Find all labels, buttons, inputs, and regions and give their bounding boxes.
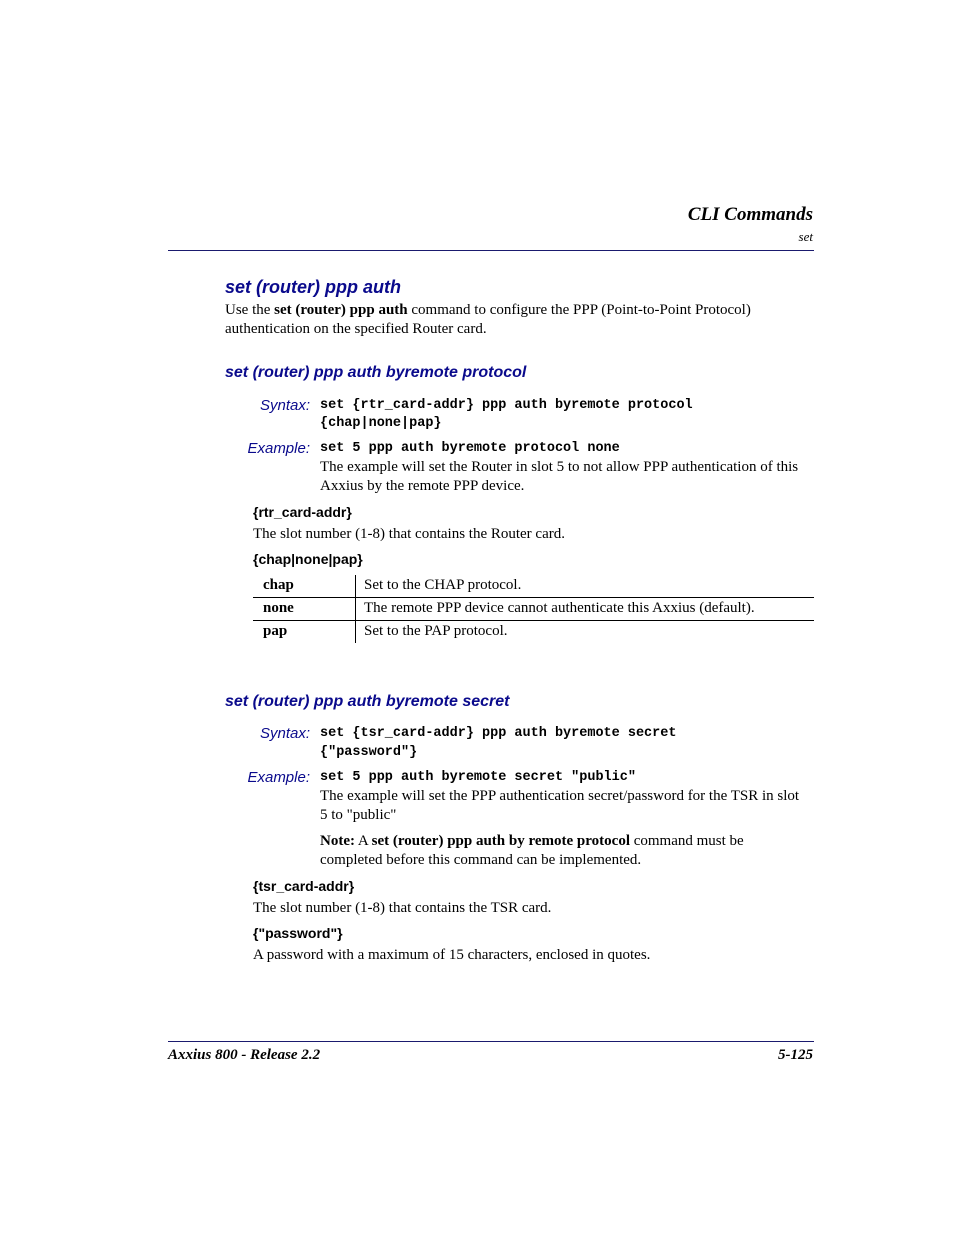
secret-note	[320, 832, 744, 870]
table-row	[253, 575, 814, 598]
protocol-example-label: Example:	[247, 440, 310, 457]
intro-command: set (router) ppp auth	[274, 302, 408, 318]
param-rtr-card-addr-description: The slot number (1-8) that contains the Router card.	[253, 526, 565, 542]
param-password-description: A password with a maximum of 15 characters, enclosed in quotes.	[253, 947, 651, 963]
option-description: Set to the PAP protocol.	[356, 621, 815, 644]
protocol-syntax-line1: set {rtr_card-addr} ppp auth byremote protocol	[320, 398, 693, 413]
protocol-syntax-label: Syntax:	[259, 397, 310, 414]
option-description: The remote PPP device cannot authenticate this Axxius (default).	[356, 598, 815, 621]
secret-example-command: set 5 ppp auth byremote secret "public"	[320, 770, 636, 785]
table-row	[253, 598, 814, 621]
footer-product: Axxius 800 - Release 2.2	[168, 1047, 321, 1063]
running-header-subtitle: set	[798, 229, 813, 244]
protocol-example-desc-line1: The example will set the Router in slot 5 to not allow PPP authentication of this	[320, 459, 799, 475]
note-command: set (router) ppp auth by remote protocol	[371, 833, 630, 849]
secret-example-description	[320, 787, 799, 825]
param-password-heading: {"password"}	[253, 925, 343, 941]
secret-syntax-line2: {"password"}	[320, 745, 418, 760]
param-tsr-card-addr-description: The slot number (1-8) that contains the TSR card.	[253, 900, 552, 916]
header-rule	[168, 250, 814, 251]
intro-line2: authentication on the specified Router card.	[225, 321, 487, 337]
protocol-example-command: set 5 ppp auth byremote protocol none	[320, 441, 620, 456]
protocol-example-desc-line2: Axxius by the remote PPP device.	[320, 478, 525, 494]
protocol-subsection-title: set (router) ppp auth byremote protocol	[225, 364, 527, 381]
option-key: pap	[253, 621, 356, 644]
secret-syntax-label: Syntax:	[259, 725, 310, 742]
protocol-options-table	[253, 575, 814, 643]
intro-paragraph	[225, 301, 751, 339]
protocol-example-description	[320, 458, 798, 496]
section-title: set (router) ppp auth	[225, 277, 401, 297]
intro-prefix: Use the	[225, 302, 275, 318]
running-header-title: CLI Commands	[687, 204, 813, 225]
table-row	[253, 621, 814, 644]
intro-suffix: command to configure the PPP (Point-to-Point Protocol)	[407, 302, 751, 318]
secret-example-label: Example:	[247, 769, 310, 786]
secret-syntax-line1: set {tsr_card-addr} ppp auth byremote secret	[320, 726, 677, 741]
option-key: none	[253, 598, 356, 621]
option-key: chap	[263, 577, 294, 593]
protocol-syntax-line2: {chap|none|pap}	[320, 416, 442, 431]
secret-subsection-title: set (router) ppp auth byremote secret	[225, 693, 510, 710]
secret-example-desc-line2: 5 to "public"	[320, 807, 397, 823]
param-rtr-card-addr-heading: {rtr_card-addr}	[253, 504, 352, 520]
secret-example-desc-line1: The example will set the PPP authentication secret/password for the TSR in slot	[320, 788, 800, 804]
note-article: A	[354, 833, 372, 849]
footer-page-number: 5-125	[778, 1047, 813, 1063]
note-line2: completed before this command can be implemented.	[320, 852, 642, 868]
param-protocol-options-heading: {chap|none|pap}	[253, 551, 363, 567]
note-suffix: command must be	[629, 833, 744, 849]
footer-rule	[168, 1041, 814, 1042]
option-description: Set to the CHAP protocol.	[356, 575, 815, 598]
note-label: Note:	[320, 833, 355, 849]
param-tsr-card-addr-heading: {tsr_card-addr}	[253, 878, 355, 894]
